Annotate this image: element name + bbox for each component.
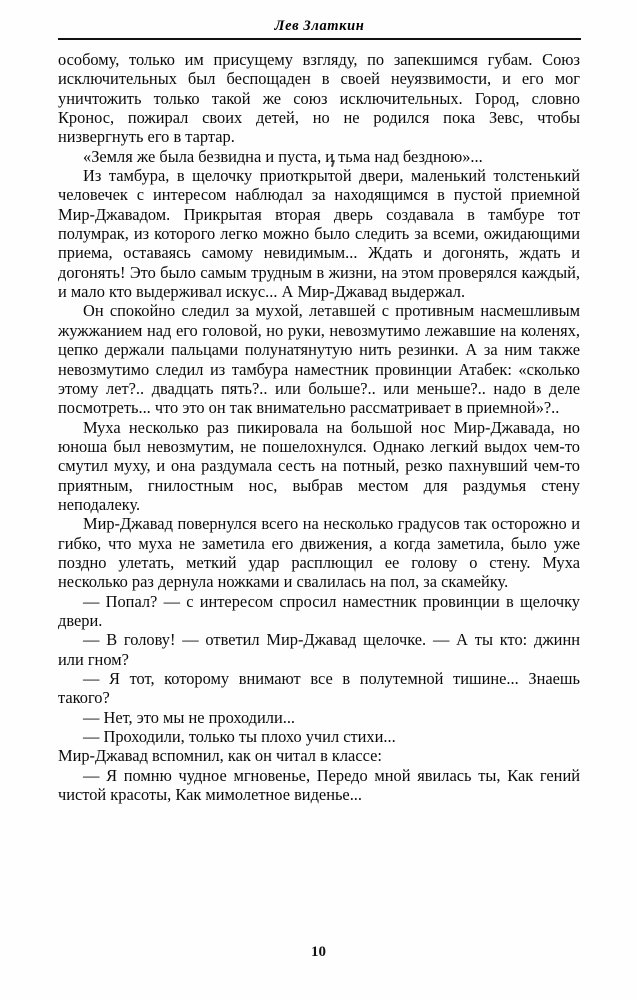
page-number: 10 (311, 944, 326, 960)
body-text-block (58, 50, 580, 804)
paragraph-verse-quote: — Я помню чудное мгновенье, Передо мной явилась ты, Как гений чистой красоты, Как мимолетное виденье... (58, 765, 580, 805)
running-head-author: Лев Златкин (274, 18, 365, 34)
paragraph-dialogue: — Попал? — с интересом спросил наместник провинции в щелочку двери. (58, 591, 580, 630)
paragraph-dialogue: — Проходили, только ты плохо учил стихи... (83, 727, 396, 747)
paragraph: Муха несколько раз пикировала на большой нос Мир-Джавада, но юноша был невозмутим, не пошелохнулся. Однако легкий выдох чем-то смутил муху, и она раздумала сесть на потный, резко пахнувший чем-то приятным, гнилостным нос, выбрав местом для раздумья стену неподалеку. (58, 417, 580, 514)
paragraph-dialogue: — Я тот, которому внимают все в полутемной тишине... Знаешь такого? (58, 669, 580, 708)
paragraph: Он спокойно следил за мухой, летавшей с противным насмешливым жужжанием над его головой, но руки, невозмутимо лежавшие на коленях, цепко держали пальцами полунатянутую нить резинки. А за ним также невозмутимо следил из тамбура наместник провинции Атабек: «сколько этому лет?.. двадцать пять?.. или больше?.. или меньше?.. надо в деле посмотреть... что это он так внимательно рассматривает в приемной»?.. (58, 301, 580, 418)
header-divider-rule (58, 38, 581, 40)
paragraph: особому, только им присущему взгляду, по запекшимся губам. Союз исключительных был беспощаден в своей неуязвимости, и его мог уничтожить только такой же союз исключительных. Город, словно Кронос, пожирал своих детей, но не родился пока Зевс, чтобы низвергнуть его в тартар. (58, 50, 580, 147)
paragraph-dialogue: — Нет, это мы не проходили... (83, 707, 296, 727)
paragraph: Мир-Джавад вспомнил, как он читал в классе: (58, 746, 382, 766)
paragraph: Из тамбура, в щелочку приоткрытой двери, маленький толстенький человечек с интересом наблюдал за находящимся в пустой приемной Мир-Джавадом. Прикрытая вторая дверь создавала в тамбуре тот полумрак, из которого легко можно было следить за всеми, ожидающими приема, оставаясь самому невидимым... Ждать и догонять, ждать и догонять! Это было самым трудным в жизни, на этом проверялся каждый, и мало кто выдерживал искус... А Мир-Джавад выдержал. (58, 166, 580, 302)
paragraph: Мир-Джавад повернулся всего на несколько градусов так осторожно и гибко, что муха не заметила его движения, а когда заметила, было уже поздно улетать, меткий удар расплющил ее голову о стену. Муха несколько раз дернула ножками и свалилась на пол, за скамейку. (58, 514, 580, 592)
paragraph-dialogue: — В голову! — ответил Мир-Джавад щелочке. — А ты кто: джинн или гном? (58, 630, 580, 669)
paragraph: «Земля же была безвидна и пуста, и тьма над бездною»... (83, 146, 483, 166)
